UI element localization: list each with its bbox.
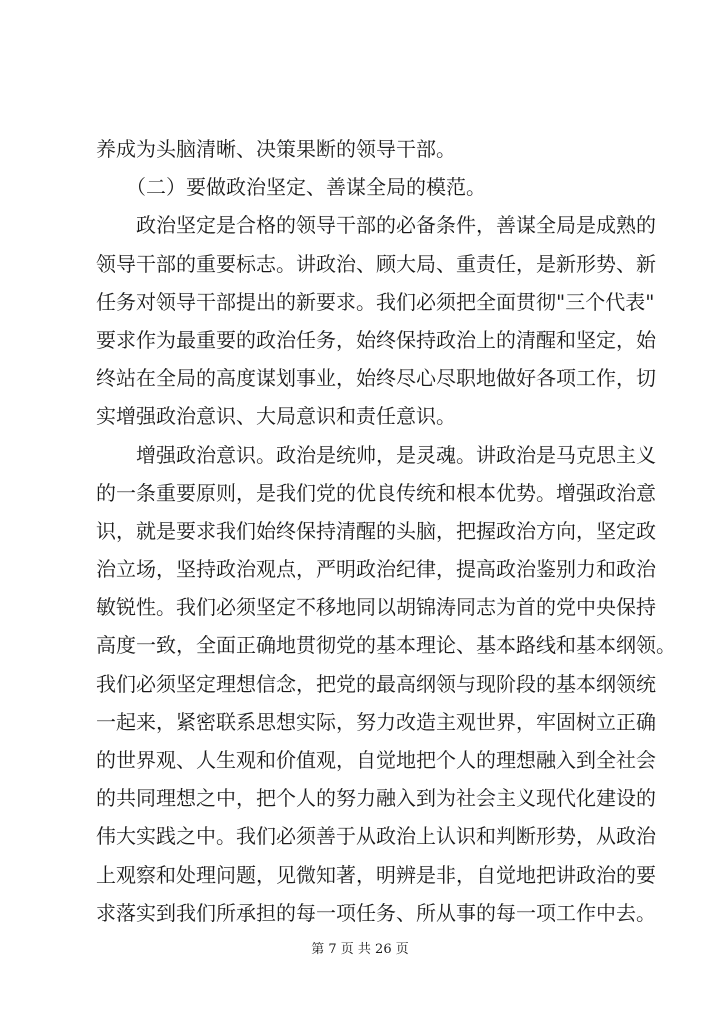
section-heading: （二）要做政治坚定、善谋全局的模范。 [96,175,486,200]
document-body [96,130,676,932]
paragraph-line: 的共同理想之中，把个人的努力融入到为社会主义现代化建设的 [96,786,656,811]
paragraph-line: 政治坚定是合格的领导干部的必备条件，善谋全局是成熟的 [96,213,656,238]
paragraph-line: 伟大实践之中。我们必须善于从政治上认识和判断形势，从政治 [96,824,656,849]
paragraph-line: 领导干部的重要标志。讲政治、顾大局、重责任，是新形势、新 [96,251,656,276]
paragraph-line: 养成为头脑清晰、决策果断的领导干部。 [96,137,456,161]
paragraph-line: 的一条重要原则，是我们党的优良传统和根本优势。增强政治意 [96,480,656,505]
paragraph-line: 增强政治意识。政治是统帅，是灵魂。讲政治是马克思主义 [96,442,656,467]
paragraph-line: 实增强政治意识、大局意识和责任意识。 [96,404,456,429]
paragraph-line: 上观察和处理问题，见微知著，明辨是非，自觉地把讲政治的要 [96,862,656,887]
paragraph-line: 终站在全局的高度谋划事业，始终尽心尽职地做好各项工作，切 [96,366,656,391]
paragraph-line: 的世界观、人生观和价值观，自觉地把个人的理想融入到全社会 [96,748,656,772]
page-number-footer: 第 7 页 共 26 页 [311,942,409,957]
paragraph-line: 我们必须坚定理想信念，把党的最高纲领与现阶段的基本纲领统 [96,671,656,696]
paragraph-line: 敏锐性。我们必须坚定不移地同以胡锦涛同志为首的党中央保持 [96,595,656,620]
paragraph-line: 一起来，紧密联系思想实际，努力改造主观世界，牢固树立正确 [96,709,656,734]
paragraph-line: 任务对领导干部提出的新要求。我们必须把全面贯彻"三个代表" [96,289,655,314]
paragraph-line: 高度一致，全面正确地贯彻党的基本理论、基本路线和基本纲领。 [96,633,676,658]
paragraph-line: 求落实到我们所承担的每一项任务、所从事的每一项工作中去。 [96,900,656,925]
paragraph-line: 要求作为最重要的政治任务，始终保持政治上的清醒和坚定，始 [96,327,656,352]
paragraph-line: 治立场，坚持政治观点，严明政治纪律，提高政治鉴别力和政治 [96,557,656,582]
paragraph-line: 识，就是要求我们始终保持清醒的头脑，把握政治方向，坚定政 [96,518,656,543]
